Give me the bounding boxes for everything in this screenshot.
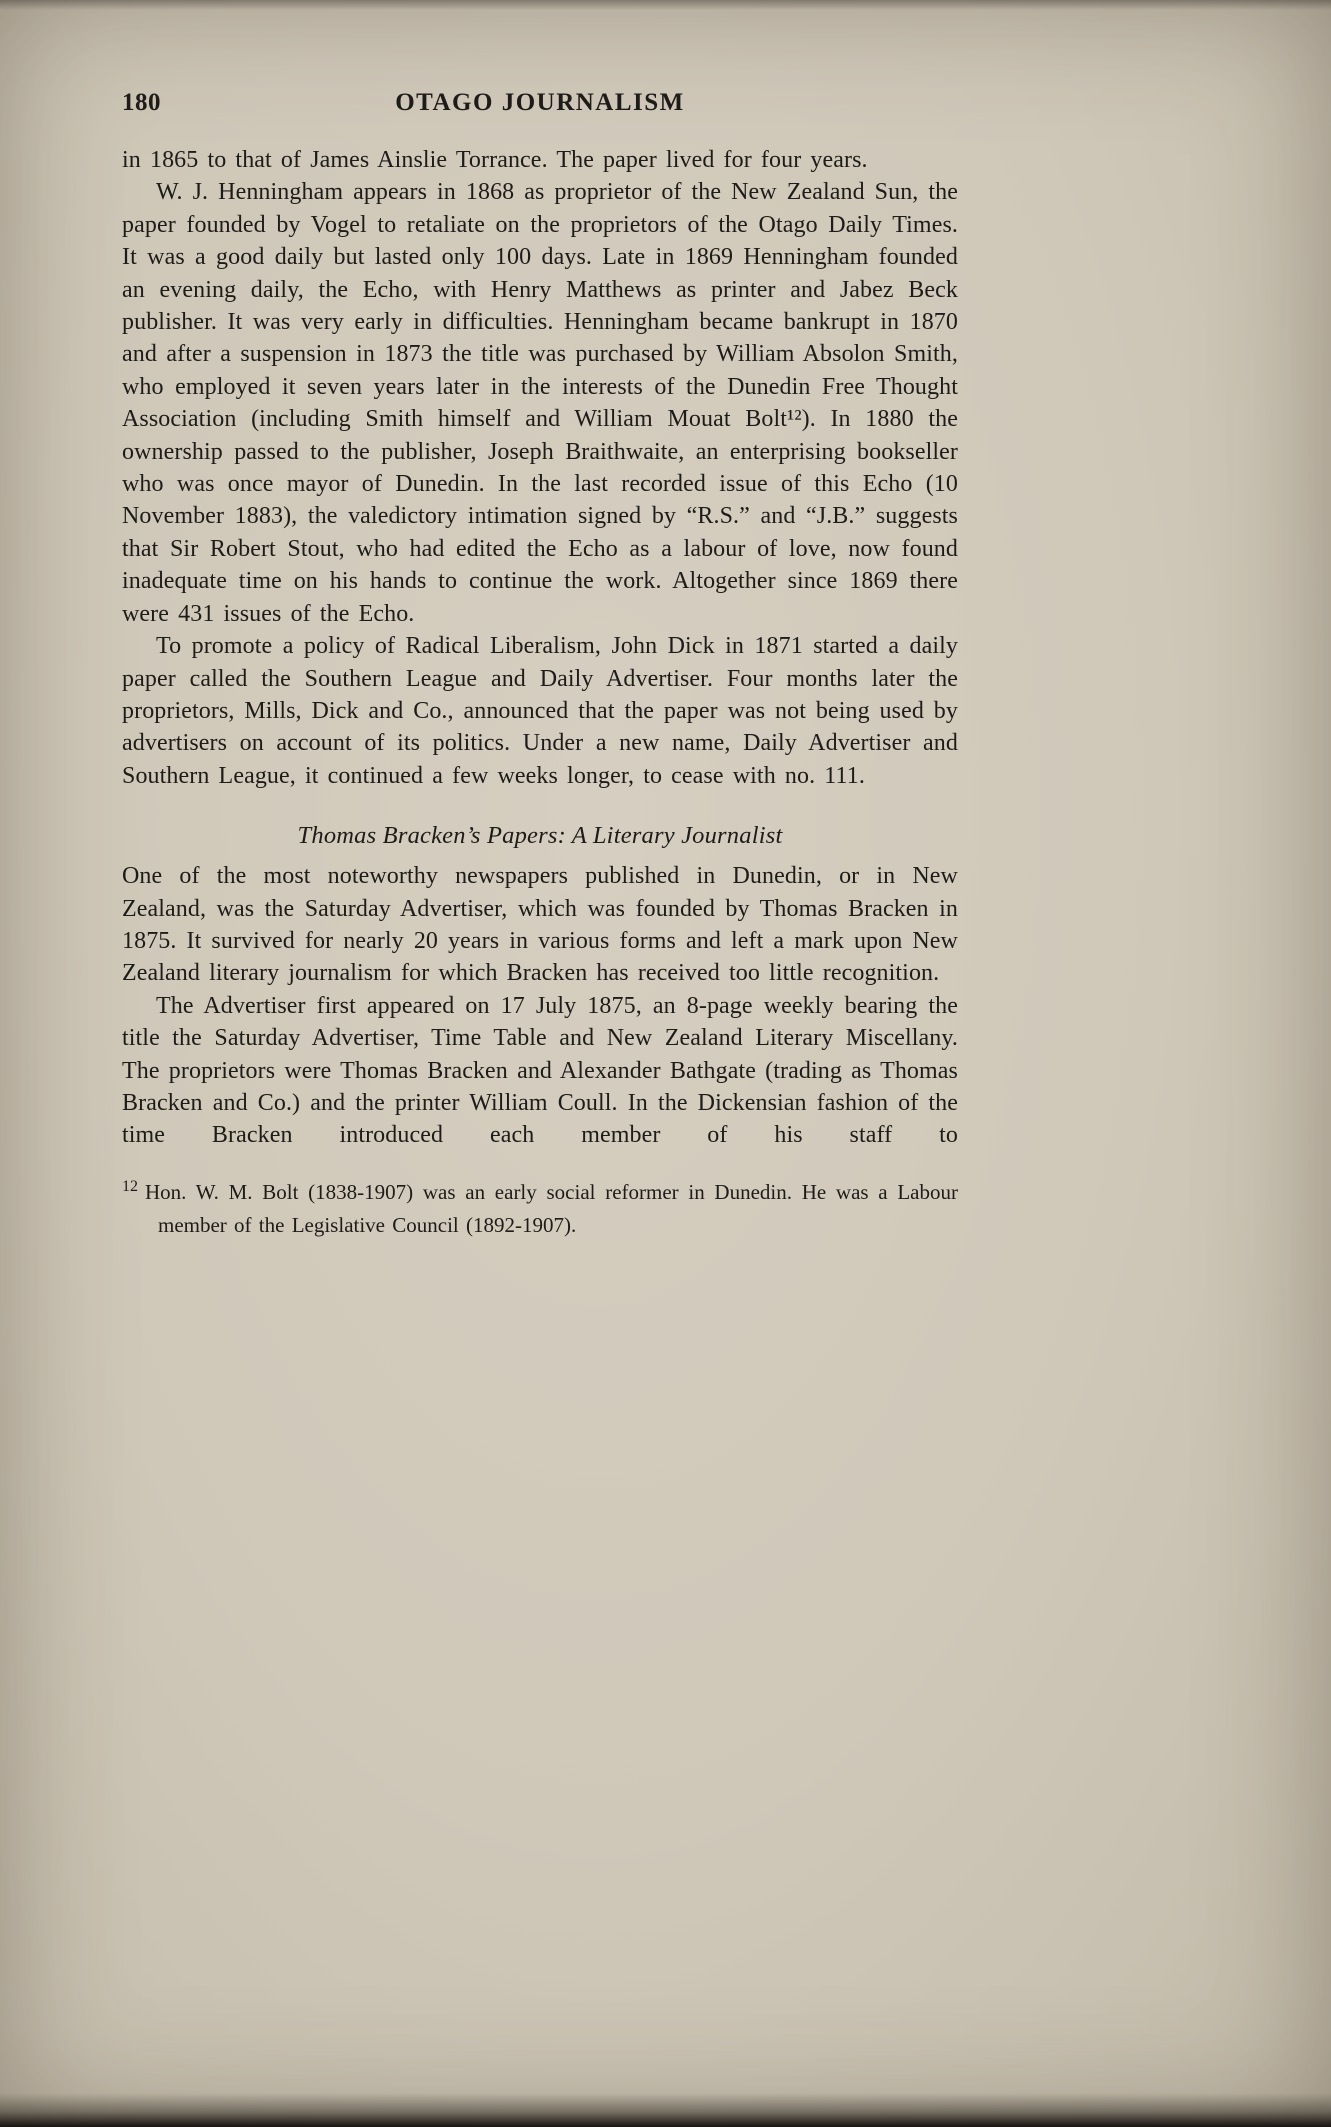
scan-top-edge — [0, 0, 1331, 10]
page-content — [122, 88, 958, 1242]
paragraph-southern-league: To promote a policy of Radical Liberalism, John Dick in 1871 started a daily paper called the Southern League and Daily Advertiser. Four months later the proprietors, Mills, Dick and Co., announced that the paper was not being used by advertisers on account of its politics. Under a new name, Daily Advertiser and Southern League, it continued a few weeks longer, to cease with no. 111. — [122, 633, 958, 789]
running-title: OTAGO JOURNALISM — [395, 89, 685, 116]
footnote-text: Hon. W. M. Bolt (1838-1907) was an early social reformer in Dunedin. He was a Labour member of the Legislative Council (1892-1907). — [145, 1179, 958, 1237]
paragraph-continuation: in 1865 to that of James Ainslie Torrance. The paper lived for four years. — [122, 147, 868, 173]
page-number: 180 — [122, 89, 161, 116]
running-header — [122, 88, 958, 118]
scan-bottom-edge — [0, 2093, 1331, 2127]
paragraph-henningham: W. J. Henningham appears in 1868 as proprietor of the New Zealand Sun, the paper founded by Vogel to retaliate on the proprietors of the Otago Daily Times. It was a good daily but lasted only 100 days. Late in 1869 Henningham founded an evening daily, the Echo, with Henry Matthews as printer and Jabez Beck publisher. It was very early in difficulties. Henningham became bankrupt in 1870 and after a suspension in 1873 the title was purchased by William Absolon Smith, who employed it seven years later in the interests of the Dunedin Free Thought Association (including Smith himself and William Mouat Bolt¹²). In 1880 the ownership passed to the publisher, Joseph Braithwaite, an enterprising bookseller who was once mayor of Dunedin. In the last recorded issue of this Echo (10 November 1883), the valedictory intimation signed by “R.S.” and “J.B.” suggests that Sir Robert Stout, who had edited the Echo as a labour of love, now found inadequate time on his hands to continue the work. Altogether since 1869 there were 431 issues of the Echo. — [122, 179, 958, 627]
paragraph-saturday-advertiser: One of the most noteworthy newspapers published in Dunedin, or in New Zealand, was the Saturday Advertiser, which was founded by Thomas Bracken in 1875. It survived for nearly 20 years in various forms and left a mark upon New Zealand literary journalism for which Bracken has received too little recognition. — [122, 863, 958, 987]
footnote-marker: 12 — [122, 1177, 138, 1195]
text-block — [122, 144, 958, 1242]
section-heading: Thomas Bracken’s Papers: A Literary Journalist — [297, 822, 783, 850]
paragraph-advertiser-first-appeared: The Advertiser first appeared on 17 July 1875, an 8-page weekly bearing the title the Saturday Advertiser, Time Table and New Zealand Literary Miscellany. The proprietors were Thomas Bracken and Alexander Bathgate (trading as Thomas Bracken and Co.) and the printer William Coull. In the Dickensian fashion of the time Bracken introduced each member of his staff to — [122, 992, 958, 1149]
footnote — [122, 1176, 958, 1242]
